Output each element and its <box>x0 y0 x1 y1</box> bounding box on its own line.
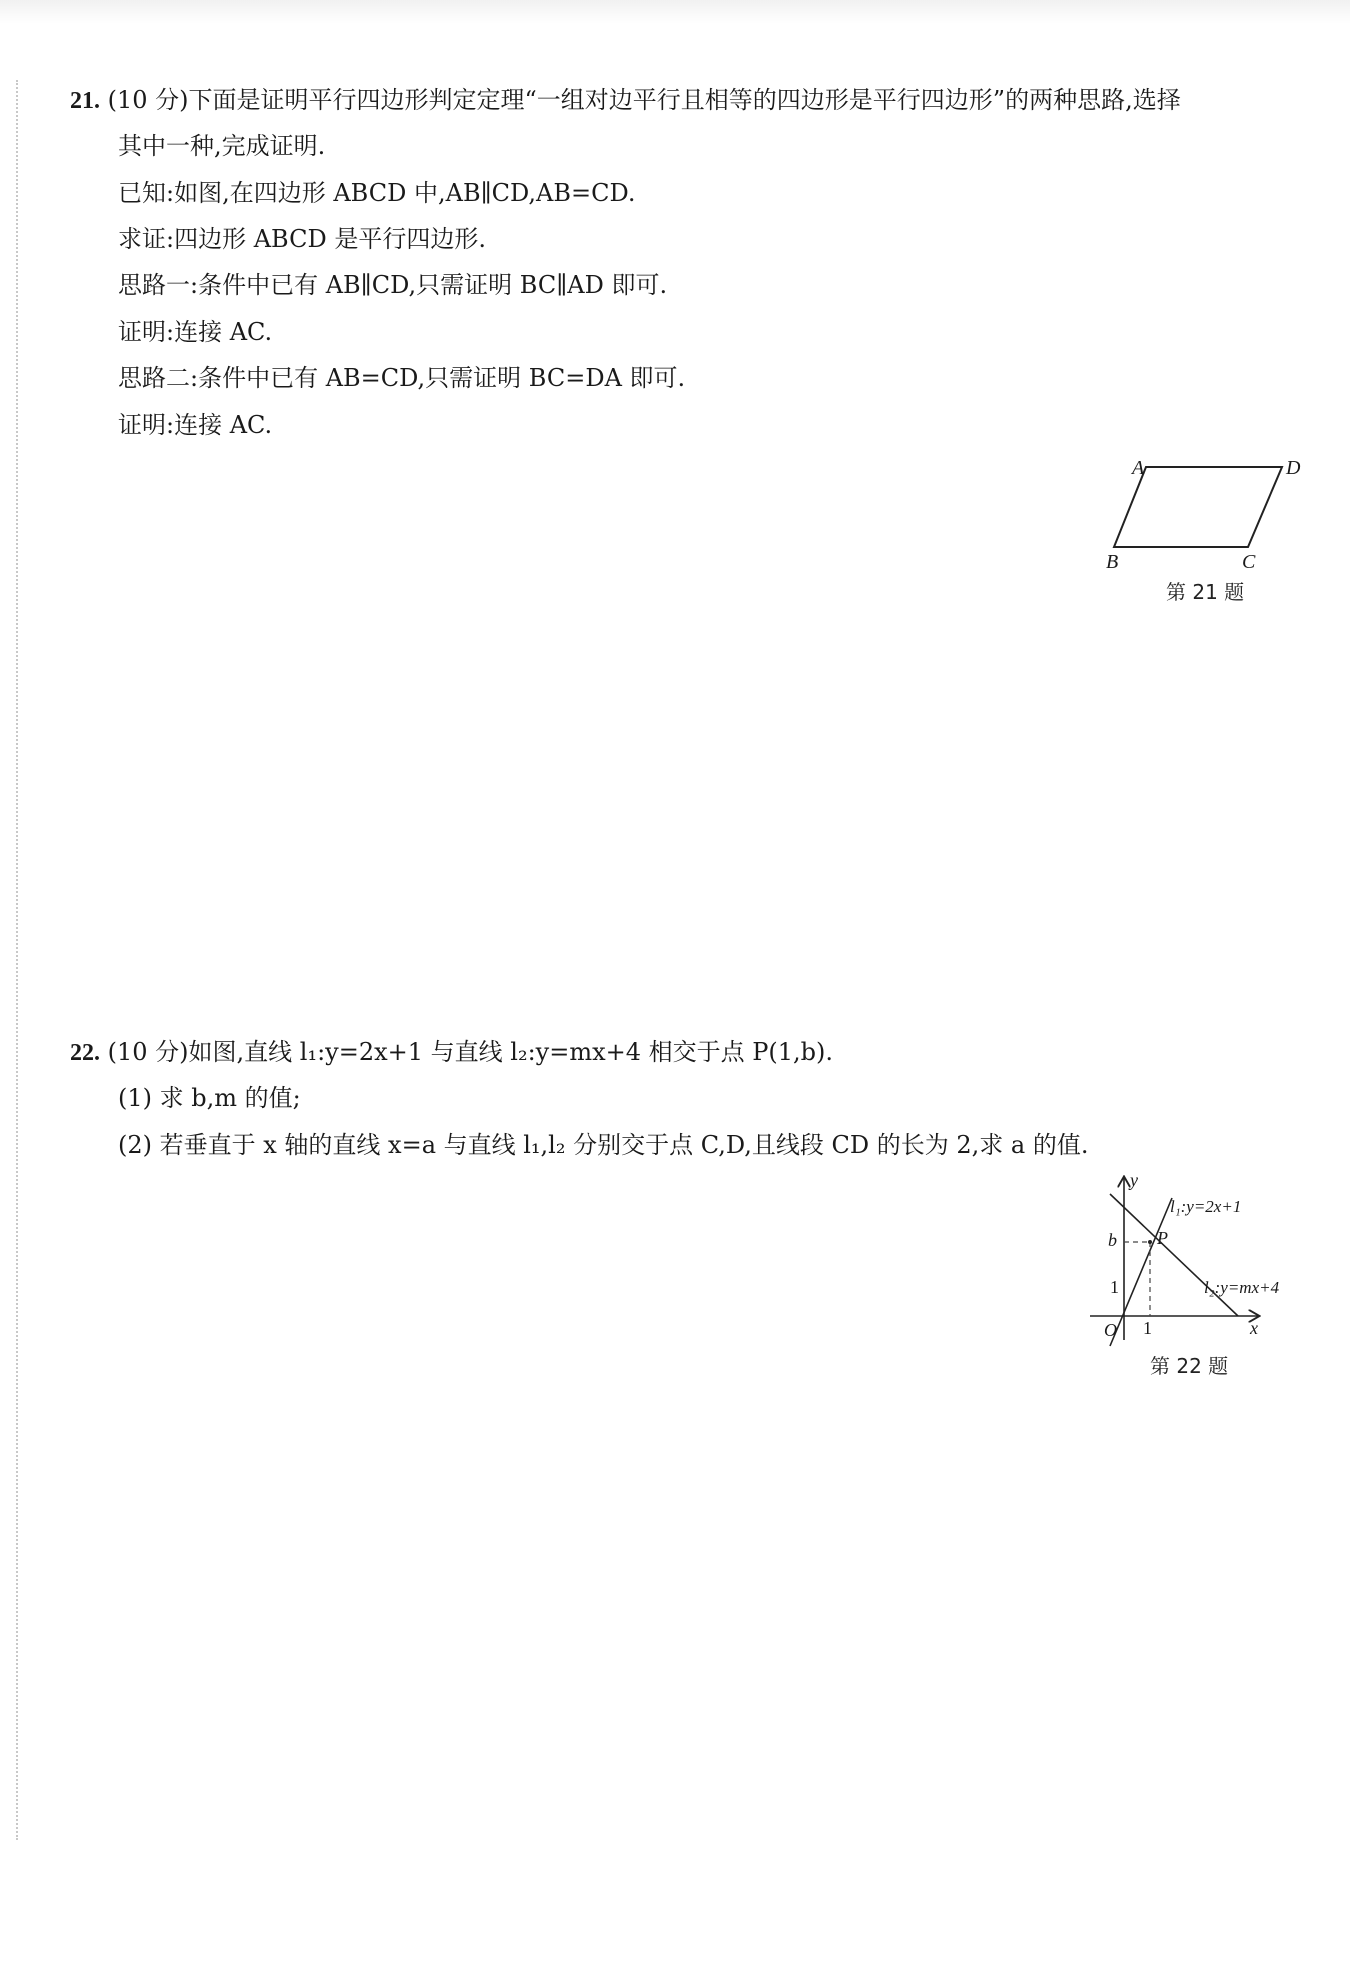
tick-label-b: b <box>1108 1230 1117 1250</box>
point-label-p: P <box>1157 1228 1168 1248</box>
q21-stem-line1: (10 分)下面是证明平行四边形判定定理“一组对边平行且相等的四边形是平行四边形”的两种思路,选择 <box>107 86 1181 114</box>
vertex-label-c: C <box>1242 551 1256 573</box>
q21-proof1: 证明:连接 AC. <box>118 318 273 346</box>
q22-line1 <box>70 1035 833 1070</box>
page-top-shade <box>0 0 1350 24</box>
q22-part1: (1) 求 b,m 的值; <box>118 1084 301 1112</box>
q21-stem-line2: 其中一种,完成证明. <box>118 132 326 160</box>
tick-label-1-x: 1 <box>1143 1318 1152 1338</box>
q21-line1 <box>70 83 1181 118</box>
q21-parallelogram-figure <box>1100 455 1300 575</box>
axis-label-y: y <box>1130 1170 1138 1190</box>
q22-number: 22. <box>70 1040 100 1066</box>
q21-idea1: 思路一:条件中已有 AB∥CD,只需证明 BC∥AD 即可. <box>118 271 668 299</box>
point-p <box>1148 1240 1152 1244</box>
origin-label: O <box>1104 1320 1117 1340</box>
q22-stem: (10 分)如图,直线 l₁:y=2x+1 与直线 l₂:y=mx+4 相交于点 P(1,b). <box>107 1038 834 1066</box>
q22-figure-caption: 第 22 题 <box>1150 1354 1229 1378</box>
q21-given: 已知:如图,在四边形 ABCD 中,AB∥CD,AB=CD. <box>118 179 636 207</box>
vertex-label-a: A <box>1132 457 1145 479</box>
tick-label-1-y: 1 <box>1110 1277 1119 1297</box>
vertex-label-b: B <box>1106 551 1119 573</box>
q21-proof2: 证明:连接 AC. <box>118 411 273 439</box>
q21-figure-caption: 第 21 题 <box>1166 580 1245 604</box>
vertex-label-d: D <box>1286 457 1301 479</box>
q22-part2: (2) 若垂直于 x 轴的直线 x=a 与直线 l₁,l₂ 分别交于点 C,D,且线段 CD 的长为 2,求 a 的值. <box>118 1131 1089 1159</box>
line-l1 <box>1110 1198 1172 1346</box>
binding-margin-line <box>16 80 18 1840</box>
l2-equation-label: l₂:y=mx+4 <box>1204 1278 1280 1297</box>
axis-label-x: x <box>1250 1318 1258 1338</box>
q21-number: 21. <box>70 88 100 114</box>
q21-prove: 求证:四边形 ABCD 是平行四边形. <box>118 225 486 253</box>
q21-idea2: 思路二:条件中已有 AB=CD,只需证明 BC=DA 即可. <box>118 364 686 392</box>
l1-equation-label: l₁:y=2x+1 <box>1170 1197 1242 1216</box>
